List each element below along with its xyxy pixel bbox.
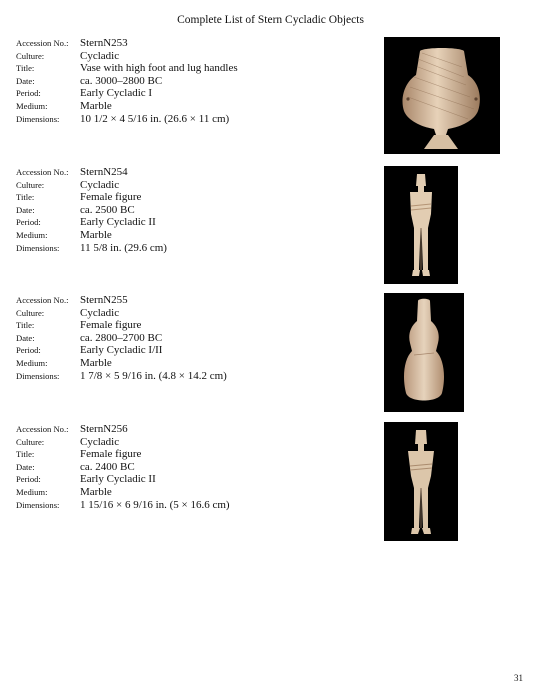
field-row-medium — [16, 100, 376, 113]
field-row-date — [16, 204, 376, 217]
label-date: Date: — [16, 75, 35, 86]
label-medium: Medium: — [16, 229, 48, 240]
value-dimensions: 11 5/8 in. (29.6 cm) — [80, 241, 167, 254]
value-title: Female figure — [80, 448, 142, 461]
value-date: ca. 2500 BC — [80, 203, 135, 216]
value-medium: Marble — [80, 485, 112, 498]
label-medium: Medium: — [16, 100, 48, 111]
value-culture: Cycladic — [80, 306, 120, 319]
value-period: Early Cycladic II — [80, 216, 156, 229]
field-row-period — [16, 216, 376, 229]
value-culture: Cycladic — [80, 178, 120, 191]
value-accession: SternN253 — [80, 37, 128, 49]
label-accession: Accession No.: — [16, 167, 69, 177]
field-row-title — [16, 62, 376, 75]
value-culture: Cycladic — [80, 435, 120, 448]
record-sternn256 — [16, 423, 376, 511]
label-dimensions: Dimensions: — [16, 242, 60, 253]
value-medium: Marble — [80, 228, 112, 241]
value-date: ca. 3000–2800 BC — [80, 74, 163, 87]
label-dimensions: Dimensions: — [16, 370, 60, 381]
label-title: Title: — [16, 192, 35, 203]
field-row-culture — [16, 50, 376, 63]
page-title: Complete List of Stern Cycladic Objects — [177, 14, 364, 26]
folded-arm-figure-illustration — [384, 422, 458, 541]
field-row-accession — [16, 423, 376, 436]
label-culture: Culture: — [16, 307, 45, 318]
page-number: 31 — [514, 673, 523, 683]
label-culture: Culture: — [16, 436, 45, 447]
record-sternn253 — [16, 37, 376, 125]
field-row-date — [16, 332, 376, 345]
label-medium: Medium: — [16, 357, 48, 368]
field-row-period — [16, 87, 376, 100]
record-sternn254 — [16, 166, 376, 254]
field-row-accession — [16, 166, 376, 179]
value-title: Vase with high foot and lug handles — [80, 62, 238, 75]
label-date: Date: — [16, 332, 35, 343]
object-photo-figure-n255 — [384, 293, 464, 412]
field-row-medium — [16, 229, 376, 242]
field-row-culture — [16, 307, 376, 320]
figure-illustration — [384, 166, 458, 284]
value-dimensions: 1 15/16 × 6 9/16 in. (5 × 16.6 cm) — [80, 498, 230, 511]
field-row-period — [16, 473, 376, 486]
value-accession: SternN256 — [80, 423, 128, 435]
field-row-dimensions — [16, 242, 376, 255]
value-date: ca. 2800–2700 BC — [80, 331, 163, 344]
value-title: Female figure — [80, 319, 142, 332]
label-period: Period: — [16, 88, 41, 99]
object-photo-vase — [384, 37, 500, 154]
value-date: ca. 2400 BC — [80, 460, 135, 473]
field-row-period — [16, 344, 376, 357]
value-period: Early Cycladic I — [80, 87, 153, 100]
field-row-medium — [16, 486, 376, 499]
record-sternn255 — [16, 294, 376, 382]
label-title: Title: — [16, 63, 35, 74]
object-photo-figure-n256 — [384, 422, 458, 541]
violin-figure-illustration — [384, 293, 464, 412]
label-accession: Accession No.: — [16, 424, 69, 434]
value-period: Early Cycladic II — [80, 473, 156, 486]
label-date: Date: — [16, 204, 35, 215]
field-row-dimensions — [16, 370, 376, 383]
label-period: Period: — [16, 474, 41, 485]
label-accession: Accession No.: — [16, 38, 69, 48]
label-date: Date: — [16, 461, 35, 472]
label-title: Title: — [16, 320, 35, 331]
value-medium: Marble — [80, 99, 112, 112]
value-dimensions: 10 1/2 × 4 5/16 in. (26.6 × 11 cm) — [80, 112, 230, 125]
vase-illustration — [384, 37, 500, 154]
label-accession: Accession No.: — [16, 295, 69, 305]
label-period: Period: — [16, 345, 41, 356]
label-title: Title: — [16, 449, 35, 460]
field-row-culture — [16, 436, 376, 449]
field-row-date — [16, 461, 376, 474]
field-row-culture — [16, 179, 376, 192]
field-row-title — [16, 448, 376, 461]
label-culture: Culture: — [16, 179, 45, 190]
value-culture: Cycladic — [80, 49, 120, 62]
field-row-accession — [16, 294, 376, 307]
value-accession: SternN254 — [80, 166, 128, 178]
value-title: Female figure — [80, 191, 142, 204]
value-period: Early Cycladic I/II — [80, 344, 163, 357]
value-accession: SternN255 — [80, 294, 128, 306]
label-medium: Medium: — [16, 486, 48, 497]
label-culture: Culture: — [16, 50, 45, 61]
field-row-dimensions — [16, 113, 376, 126]
field-row-date — [16, 75, 376, 88]
field-row-accession — [16, 37, 376, 50]
object-photo-figure-n254 — [384, 166, 458, 284]
label-dimensions: Dimensions: — [16, 499, 60, 510]
field-row-title — [16, 191, 376, 204]
field-row-dimensions — [16, 499, 376, 512]
value-dimensions: 1 7/8 × 5 9/16 in. (4.8 × 14.2 cm) — [80, 369, 227, 382]
value-medium: Marble — [80, 356, 112, 369]
field-row-medium — [16, 357, 376, 370]
label-period: Period: — [16, 217, 41, 228]
field-row-title — [16, 319, 376, 332]
label-dimensions: Dimensions: — [16, 113, 60, 124]
